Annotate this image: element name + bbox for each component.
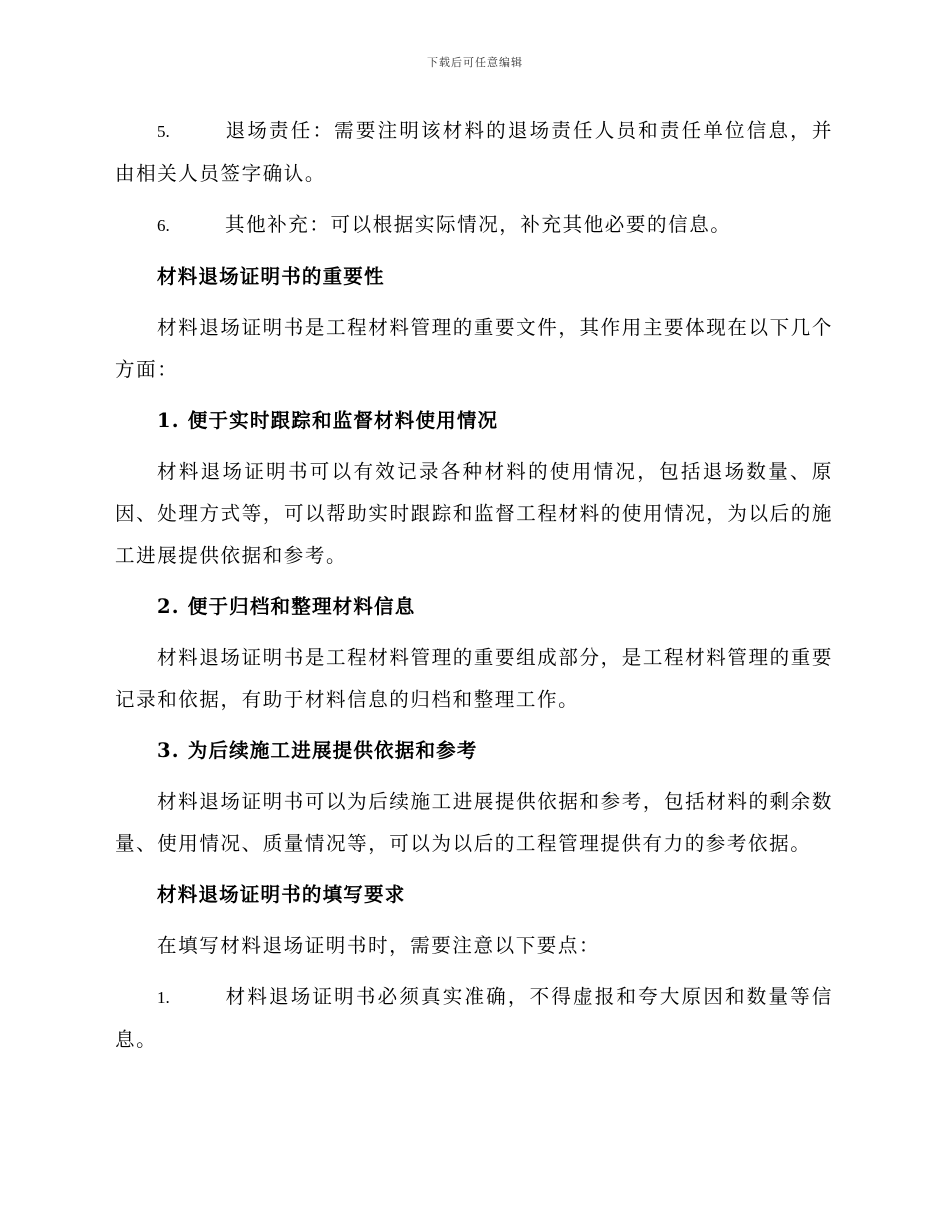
section-heading-requirements: 材料退场证明书的填写要求 xyxy=(157,883,406,906)
list-item-text: 其他补充：可以根据实际情况，补充其他必要的信息。 xyxy=(225,213,732,236)
subheading-reference: 3. 为后续施工进展提供依据和参考 xyxy=(157,739,478,762)
list-number: 5. xyxy=(157,122,170,141)
page-header: 下载后可任意编辑 xyxy=(427,56,523,69)
subheading-tracking: 1. 便于实时跟踪和监督材料使用情况 xyxy=(157,409,499,432)
paragraph-importance-intro: 材料退场证明书是工程材料管理的重要文件，其作用主要体现在以下几个方面： xyxy=(115,316,833,381)
paragraph-requirements-intro: 在填写材料退场证明书时，需要注意以下要点： xyxy=(157,934,601,957)
document-body xyxy=(115,110,833,1070)
paragraph-tracking: 材料退场证明书可以有效记录各种材料的使用情况，包括退场数量、原因、处理方式等，可以帮助实时跟踪和监督工程材料的使用情况，为以后的施工进展提供依据和参考。 xyxy=(115,460,833,567)
list-number: 6. xyxy=(157,216,170,235)
paragraph-archiving: 材料退场证明书是工程材料管理的重要组成部分，是工程材料管理的重要记录和依据，有助于材料信息的归档和整理工作。 xyxy=(115,646,833,711)
subheading-archiving: 2. 便于归档和整理材料信息 xyxy=(157,595,416,618)
list-item-text: 退场责任：需要注明该材料的退场责任人员和责任单位信息，并由相关人员签字确认。 xyxy=(115,119,833,185)
list-number: 1. xyxy=(157,988,170,1007)
list-item-5 xyxy=(115,110,833,195)
section-heading-importance: 材料退场证明书的重要性 xyxy=(157,265,385,288)
requirement-item-1 xyxy=(115,976,833,1061)
list-item-6 xyxy=(115,204,833,247)
list-item-text: 材料退场证明书必须真实准确，不得虚报和夸大原因和数量等信息。 xyxy=(115,985,833,1051)
paragraph-reference: 材料退场证明书可以为后续施工进展提供依据和参考，包括材料的剩余数量、使用情况、质量情况等，可以为以后的工程管理提供有力的参考依据。 xyxy=(115,790,833,855)
